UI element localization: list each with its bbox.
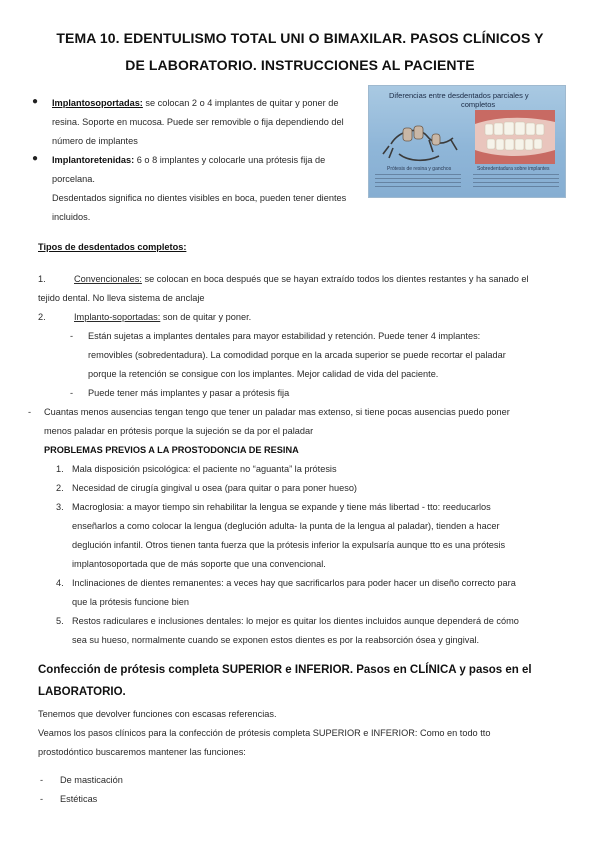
text-line: Veamos los pasos clínicos para la confección de prótesis completa SUPERIOR e INFERIOR: Como en todo tto <box>38 728 491 738</box>
text-line: Restos radiculares e inclusiones dentales: lo mejor es quitar los dientes incluidos aunque dependerá de cómo <box>72 616 519 626</box>
section-heading-confeccion: Confección de prótesis completa SUPERIOR e INFERIOR. Pasos en CLÍNICA y pasos en el <box>38 664 532 676</box>
text-line: deglución infantil. Otros tienen tanta fuerza que la prótesis inferior la expulsaría aunque tto es una prótesis <box>72 540 506 550</box>
figure-title-line1: Diferencias entre desdentados parciales y <box>389 91 529 100</box>
section-heading-problemas: PROBLEMAS PREVIOS A LA PROSTODONCIA DE RESINA <box>44 445 299 455</box>
text-line: implantosoportada que de más soporte que una convencional. <box>72 559 326 569</box>
bullet-icon: ● <box>32 96 39 107</box>
list-number: 2. <box>56 483 64 493</box>
list-item-implanto-soportadas: Implanto-soportadas: son de quitar y poner. <box>74 312 252 322</box>
text-line: incluidos. <box>52 212 91 222</box>
term-convencionales: Convencionales: <box>74 274 142 284</box>
text-line: Necesidad de cirugía gingival u osea (para quitar o para poner hueso) <box>72 483 357 493</box>
page-title-line1: TEMA 10. EDENTULISMO TOTAL UNI O BIMAXILAR. PASOS CLÍNICOS Y <box>56 30 544 46</box>
text-line: sea su hueso, normalmente cuando se exponen estos dientes es por la reabsorción ósea y gingival. <box>72 635 480 645</box>
list-number: 1. <box>56 464 64 474</box>
term-implantosoportadas: Implantosoportadas: <box>52 98 143 108</box>
term-implantoretenidas: Implantoretenidas: <box>52 155 135 165</box>
figure-caption-text-lines-left <box>375 174 461 188</box>
page-title-line2: DE LABORATORIO. INSTRUCCIONES AL PACIENTE <box>125 57 475 73</box>
function-item: De masticación <box>60 775 123 785</box>
list-item-convencionales: Convencionales: se colocan en boca después que se hayan extraído todos los dientes restantes y ha sanado el <box>74 274 529 284</box>
text-line: Desdentados significa no dientes visibles en boca, pueden tener dientes <box>52 193 347 203</box>
text-line: tejido dental. No lleva sistema de anclaje <box>38 293 205 303</box>
term-implanto-soportadas: Implanto-soportadas: <box>74 312 161 322</box>
section-heading-tipos: Tipos de desdentados completos: <box>38 242 187 252</box>
text-line: Cuantas menos ausencias tengan tengo que tener un paladar mas extenso, si tiene pocas ausencias puedo poner <box>44 407 510 417</box>
text-line: Macroglosia: a mayor tiempo sin rehabilitar la lengua se expande y tiene más libertad - tto: reeducarlos <box>72 502 491 512</box>
figure-caption-left: Prótesis de resina y ganchos <box>387 166 452 172</box>
text-line: prostodóntico buscaremos mantener las funciones: <box>38 747 246 757</box>
text-line: Inclinaciones de dientes remanentes: a veces hay que sacrificarlos para poder hacer un diseño correcto para <box>72 578 516 588</box>
section-heading-confeccion-line2: LABORATORIO. <box>38 686 126 698</box>
dash-icon: - <box>40 775 44 785</box>
list-number: 4. <box>56 578 64 588</box>
bullet-implantosoportadas: Implantosoportadas: se colocan 2 o 4 implantes de quitar y poner de <box>52 98 339 108</box>
text-line: número de implantes <box>52 136 138 146</box>
text-line: porque la retención se consigue con los implantes. Mejor calidad de vida del paciente. <box>88 369 439 379</box>
text-line: que la prótesis funcione bien <box>72 597 189 607</box>
dentures-comparison-image <box>368 85 566 198</box>
list-number: 1. <box>38 274 46 284</box>
text-line: enseñarlos a como colocar la lengua (deglución adulta- la punta de la lengua al paladar), tienden a hacer <box>72 521 500 531</box>
bullet-implantoretenidas: Implantoretenidas: 6 o 8 implantes y colocarle una prótesis fija de <box>52 155 326 165</box>
dash-icon: - <box>28 407 32 417</box>
text-line: Tenemos que devolver funciones con escasas referencias. <box>38 709 277 719</box>
text-line: porcelana. <box>52 174 95 184</box>
figure-caption-right: Sobredentadura sobre implantes <box>477 166 550 172</box>
dash-icon: - <box>40 794 44 804</box>
text-line: Puede tener más implantes y pasar a prótesis fija <box>88 388 290 398</box>
bullet-icon: ● <box>32 153 39 164</box>
text-line: menos paladar en prótesis porque la sujeción se da por el paladar <box>44 426 314 436</box>
list-number: 3. <box>56 502 64 512</box>
text-line: Mala disposición psicológica: el paciente no “aguanta” la prótesis <box>72 464 337 474</box>
figure-title-line2: completos <box>461 100 496 109</box>
dash-icon: - <box>70 388 74 398</box>
function-item: Estéticas <box>60 794 98 804</box>
list-number: 5. <box>56 616 64 626</box>
dash-icon: - <box>70 331 74 341</box>
figure-caption-text-lines-right <box>473 174 559 188</box>
text-line: removibles (sobredentadura). La comodidad porque en la arcada superior se puede recortar el paladar <box>88 350 506 360</box>
text-line: Están sujetas a implantes dentales para mayor estabilidad y retención. Puede tener 4 implantes: <box>88 331 481 341</box>
text-line: resina. Soporte en mucosa. Puede ser removible o fija dependiendo del <box>52 117 344 127</box>
list-number: 2. <box>38 312 46 322</box>
